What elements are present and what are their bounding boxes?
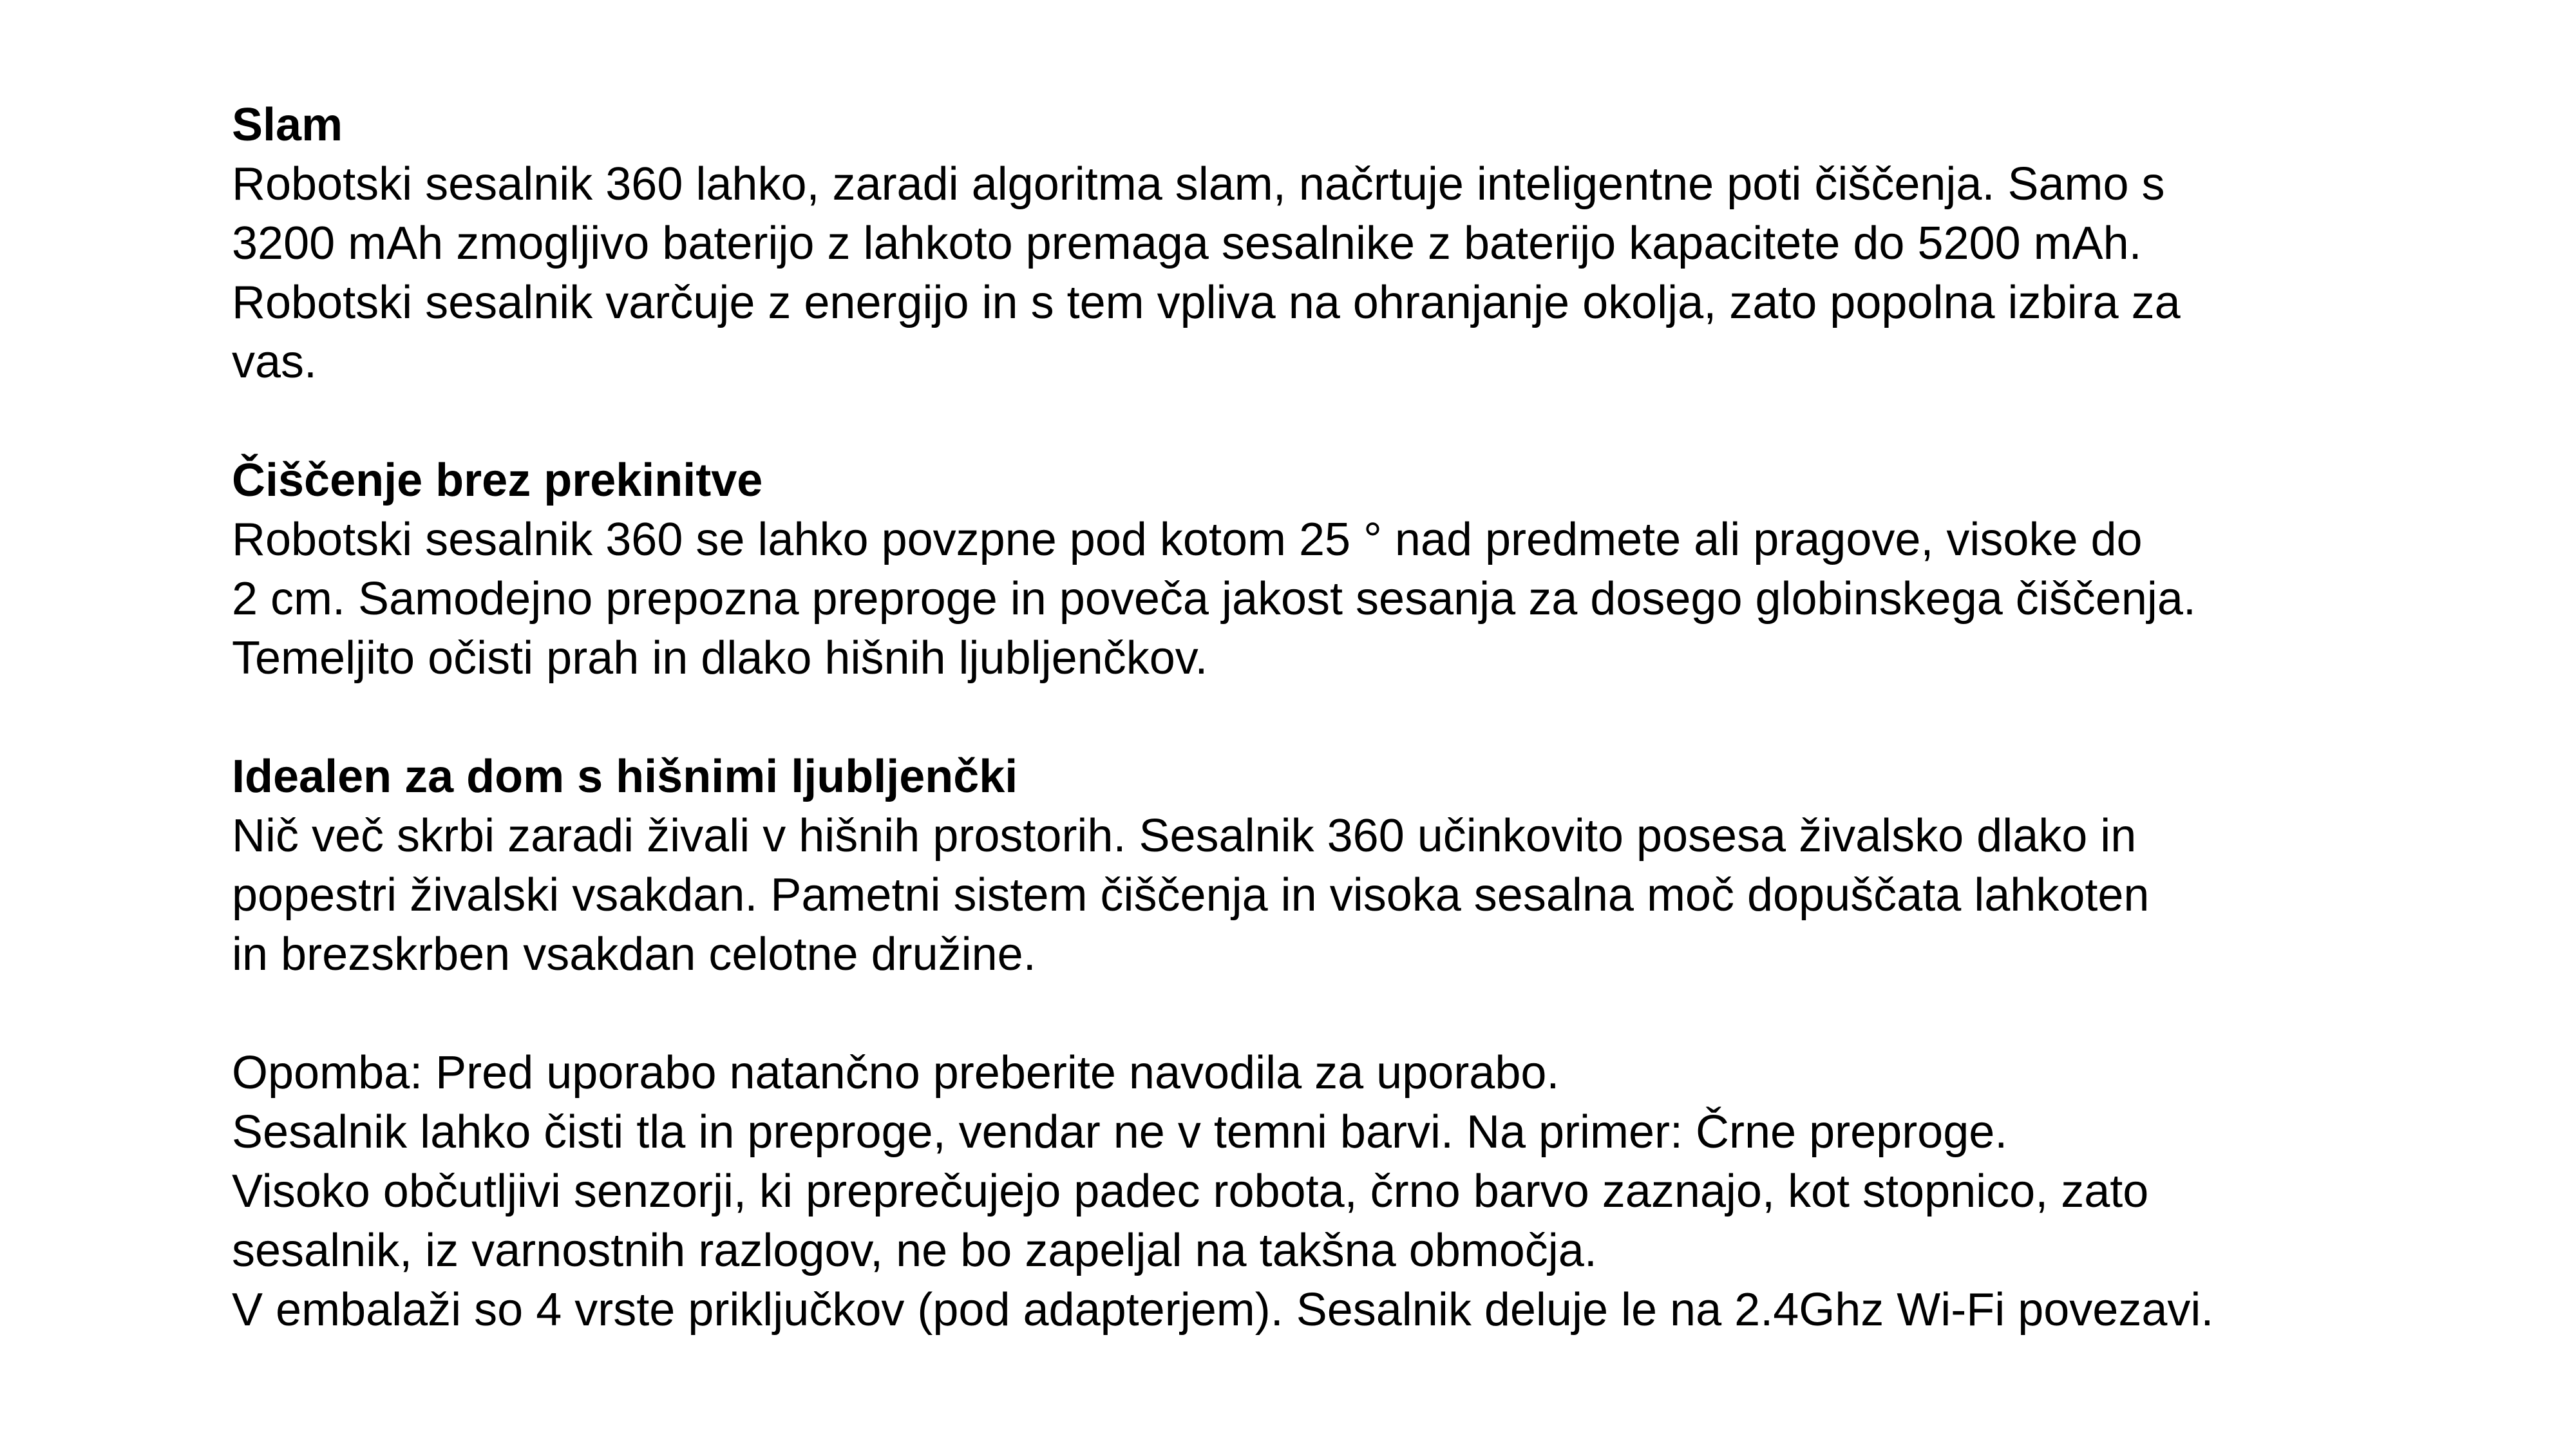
paragraph-line: 3200 mAh zmogljivo baterijo z lahkoto premaga sesalnike z baterijo kapacitete do 5200 mAh. [232, 218, 2142, 269]
section-slam [232, 95, 2486, 392]
paragraph-line: popestri živalski vsakdan. Pametni sistem čiščenja in visoka sesalna moč dopuščata lahkoten [232, 869, 2150, 921]
section-heading: Slam [232, 99, 343, 151]
note-line: Sesalnik lahko čisti tla in preproge, vendar ne v temni barvi. Na primer: Črne preproge. [232, 1106, 2008, 1158]
section-heading: Čiščenje brez prekinitve [232, 455, 763, 506]
section-heading: Idealen za dom s hišnimi ljubljenčki [232, 751, 1018, 802]
notes-section [232, 1043, 2486, 1340]
paragraph-line: 2 cm. Samodejno prepozna preproge in poveča jakost sesanja za dosego globinskega čiščenja. [232, 573, 2196, 625]
section-spacer [232, 688, 2486, 747]
note-line: V embalaži so 4 vrste priključkov (pod adapterjem). Sesalnik deluje le na 2.4Ghz Wi-Fi povezavi. [232, 1284, 2214, 1336]
section-spacer [232, 984, 2486, 1043]
paragraph-line: Robotski sesalnik 360 se lahko povzpne pod kotom 25 ° nad predmete ali pragove, visoke do [232, 514, 2143, 565]
paragraph-line: Temeljito očisti prah in dlako hišnih ljubljenčkov. [232, 632, 1208, 684]
paragraph-line: in brezskrben vsakdan celotne družine. [232, 929, 1036, 980]
paragraph-line: Nič več skrbi zaradi živali v hišnih prostorih. Sesalnik 360 učinkovito posesa živalsko dlako in [232, 810, 2137, 862]
note-line: Visoko občutljivi senzorji, ki preprečujejo padec robota, črno barvo zaznajo, kot stopnico, zato [232, 1166, 2149, 1217]
note-line: Opomba: Pred uporabo natančno preberite navodila za uporabo. [232, 1047, 1560, 1099]
paragraph-line: vas. [232, 336, 317, 388]
paragraph-line: Robotski sesalnik 360 lahko, zaradi algoritma slam, načrtuje inteligentne poti čiščenja. Samo s [232, 158, 2165, 210]
paragraph-line: Robotski sesalnik varčuje z energijo in s tem vpliva na ohranjanje okolja, zato popolna izbira za [232, 277, 2181, 328]
note-line: sesalnik, iz varnostnih razlogov, ne bo zapeljal na takšna območja. [232, 1225, 1597, 1276]
section-pets [232, 747, 2486, 984]
section-spacer [232, 392, 2486, 451]
section-uninterrupted-cleaning [232, 451, 2486, 688]
document-body [232, 95, 2486, 1340]
